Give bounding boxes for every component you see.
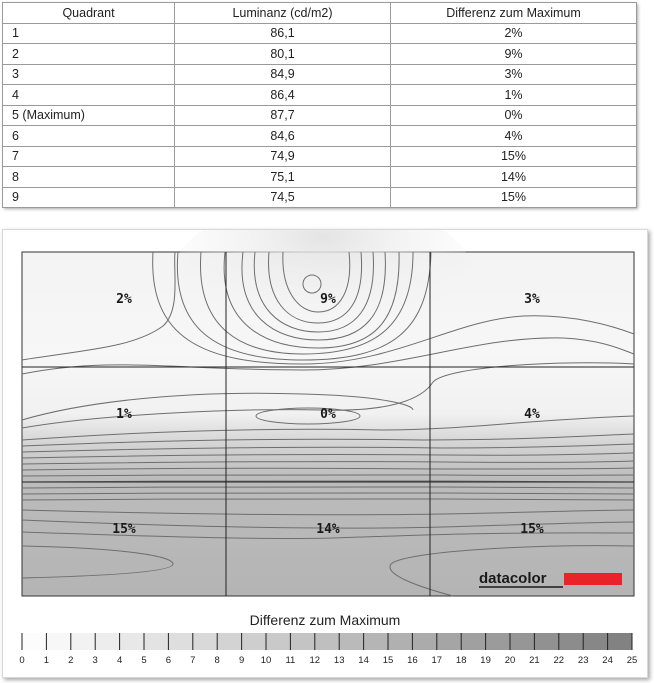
scale-segment [71, 633, 95, 650]
logo-red-bar [564, 573, 622, 585]
scale-tick-label: 20 [504, 655, 516, 666]
cell-difference: 15% [391, 146, 637, 167]
scale-tick-label: 25 [626, 655, 638, 666]
scale-tick-label: 15 [382, 655, 394, 666]
scale-segment [193, 633, 217, 650]
header-difference: Differenz zum Maximum [391, 3, 637, 24]
scale-segment [168, 633, 192, 650]
table-row [3, 126, 637, 147]
header-luminance: Luminanz (cd/m2) [175, 3, 391, 24]
scale-tick-label: 10 [260, 655, 272, 666]
header-quadrant: Quadrant [3, 3, 175, 24]
scale-tick-label: 16 [407, 655, 418, 666]
scale-tick-label: 5 [141, 655, 147, 666]
scale-tick-label: 1 [43, 655, 50, 666]
cell-luminance: 86,1 [175, 23, 391, 44]
table-row [3, 23, 637, 44]
scale-segment [534, 633, 558, 650]
cell-label-q6: 4% [524, 407, 540, 422]
table-row [3, 187, 637, 208]
cell-quadrant: 4 [3, 85, 175, 106]
scale-tick-label: 18 [455, 655, 467, 666]
scale-tick-label: 17 [431, 655, 443, 666]
cell-label-q8: 14% [316, 522, 340, 537]
scale-tick-label: 23 [577, 655, 589, 666]
scale-segment [364, 633, 388, 650]
cell-luminance: 84,9 [175, 64, 391, 85]
cell-label-q9: 15% [520, 522, 544, 537]
luminance-table [2, 2, 637, 208]
table-row [3, 105, 637, 126]
cell-difference: 9% [391, 44, 637, 65]
cell-difference: 1% [391, 85, 637, 106]
scale-segment [486, 633, 510, 650]
table-row [3, 146, 637, 167]
scale-segment [608, 633, 632, 650]
scale-segment [510, 633, 534, 650]
cell-label-q2: 9% [320, 292, 336, 307]
table-row [3, 44, 637, 65]
cell-quadrant: 1 [3, 23, 175, 44]
scale-segment [583, 633, 607, 650]
cell-difference: 14% [391, 167, 637, 188]
scale-tick-label: 19 [480, 655, 491, 666]
cell-difference: 0% [391, 105, 637, 126]
cell-luminance: 75,1 [175, 167, 391, 188]
cell-quadrant: 2 [3, 44, 175, 65]
scale-tick-label: 21 [529, 655, 540, 666]
cell-label-q1: 2% [116, 292, 132, 307]
scale-segment [412, 633, 436, 650]
cell-difference: 4% [391, 126, 637, 147]
logo-text: datacolor [479, 570, 547, 587]
cell-luminance: 86,4 [175, 85, 391, 106]
color-scale [19, 633, 637, 666]
scale-tick-label: 24 [602, 655, 613, 666]
scale-segment [437, 633, 461, 650]
scale-tick-label: 11 [285, 655, 296, 666]
cell-quadrant: 9 [3, 187, 175, 208]
table-row [3, 167, 637, 188]
scale-tick-label: 0 [19, 655, 25, 666]
luminance-table-container [2, 2, 636, 207]
scale-segment [290, 633, 314, 650]
scale-tick-label: 7 [190, 655, 196, 666]
scale-tick-label: 14 [358, 655, 369, 666]
scale-segment [461, 633, 485, 650]
scale-segment [46, 633, 70, 650]
cell-luminance: 74,9 [175, 146, 391, 167]
cell-quadrant: 8 [3, 167, 175, 188]
table-row [3, 64, 637, 85]
scale-tick-label: 3 [92, 655, 98, 666]
cell-difference: 15% [391, 187, 637, 208]
table-header-row [3, 3, 637, 24]
cell-quadrant: 6 [3, 126, 175, 147]
scale-tick-label: 8 [214, 655, 220, 666]
scale-tick-label: 9 [238, 655, 245, 666]
cell-quadrant: 7 [3, 146, 175, 167]
cell-difference: 3% [391, 64, 637, 85]
scale-segment [120, 633, 144, 650]
cell-quadrant: 3 [3, 64, 175, 85]
cell-luminance: 80,1 [175, 44, 391, 65]
cell-quadrant: 5 (Maximum) [3, 105, 175, 126]
scale-segment [242, 633, 266, 650]
uniformity-heatmap [3, 230, 647, 677]
scale-segment [339, 633, 363, 650]
cell-luminance: 74,5 [175, 187, 391, 208]
scale-tick-label: 13 [333, 655, 345, 666]
scale-tick-label: 22 [553, 655, 565, 666]
scale-tick-label: 12 [309, 655, 321, 666]
scale-segment [266, 633, 290, 650]
uniformity-heatmap-panel [2, 229, 648, 678]
scale-segment [217, 633, 241, 650]
scale-tick-label: 2 [68, 655, 74, 666]
cell-luminance: 84,6 [175, 126, 391, 147]
scale-tick-label: 6 [165, 655, 172, 666]
cell-label-q5: 0% [320, 407, 336, 422]
scale-segment [22, 633, 46, 650]
cell-label-q7: 15% [112, 522, 136, 537]
scale-title: Differenz zum Maximum [249, 612, 401, 628]
scale-segment [144, 633, 168, 650]
table-row [3, 85, 637, 106]
cell-difference: 2% [391, 23, 637, 44]
scale-segment [388, 633, 412, 650]
cell-luminance: 87,7 [175, 105, 391, 126]
scale-tick-label: 4 [116, 655, 123, 666]
scale-segment [559, 633, 583, 650]
scale-segment [315, 633, 339, 650]
cell-label-q4: 1% [116, 407, 132, 422]
cell-label-q3: 3% [524, 292, 540, 307]
scale-segment [95, 633, 119, 650]
